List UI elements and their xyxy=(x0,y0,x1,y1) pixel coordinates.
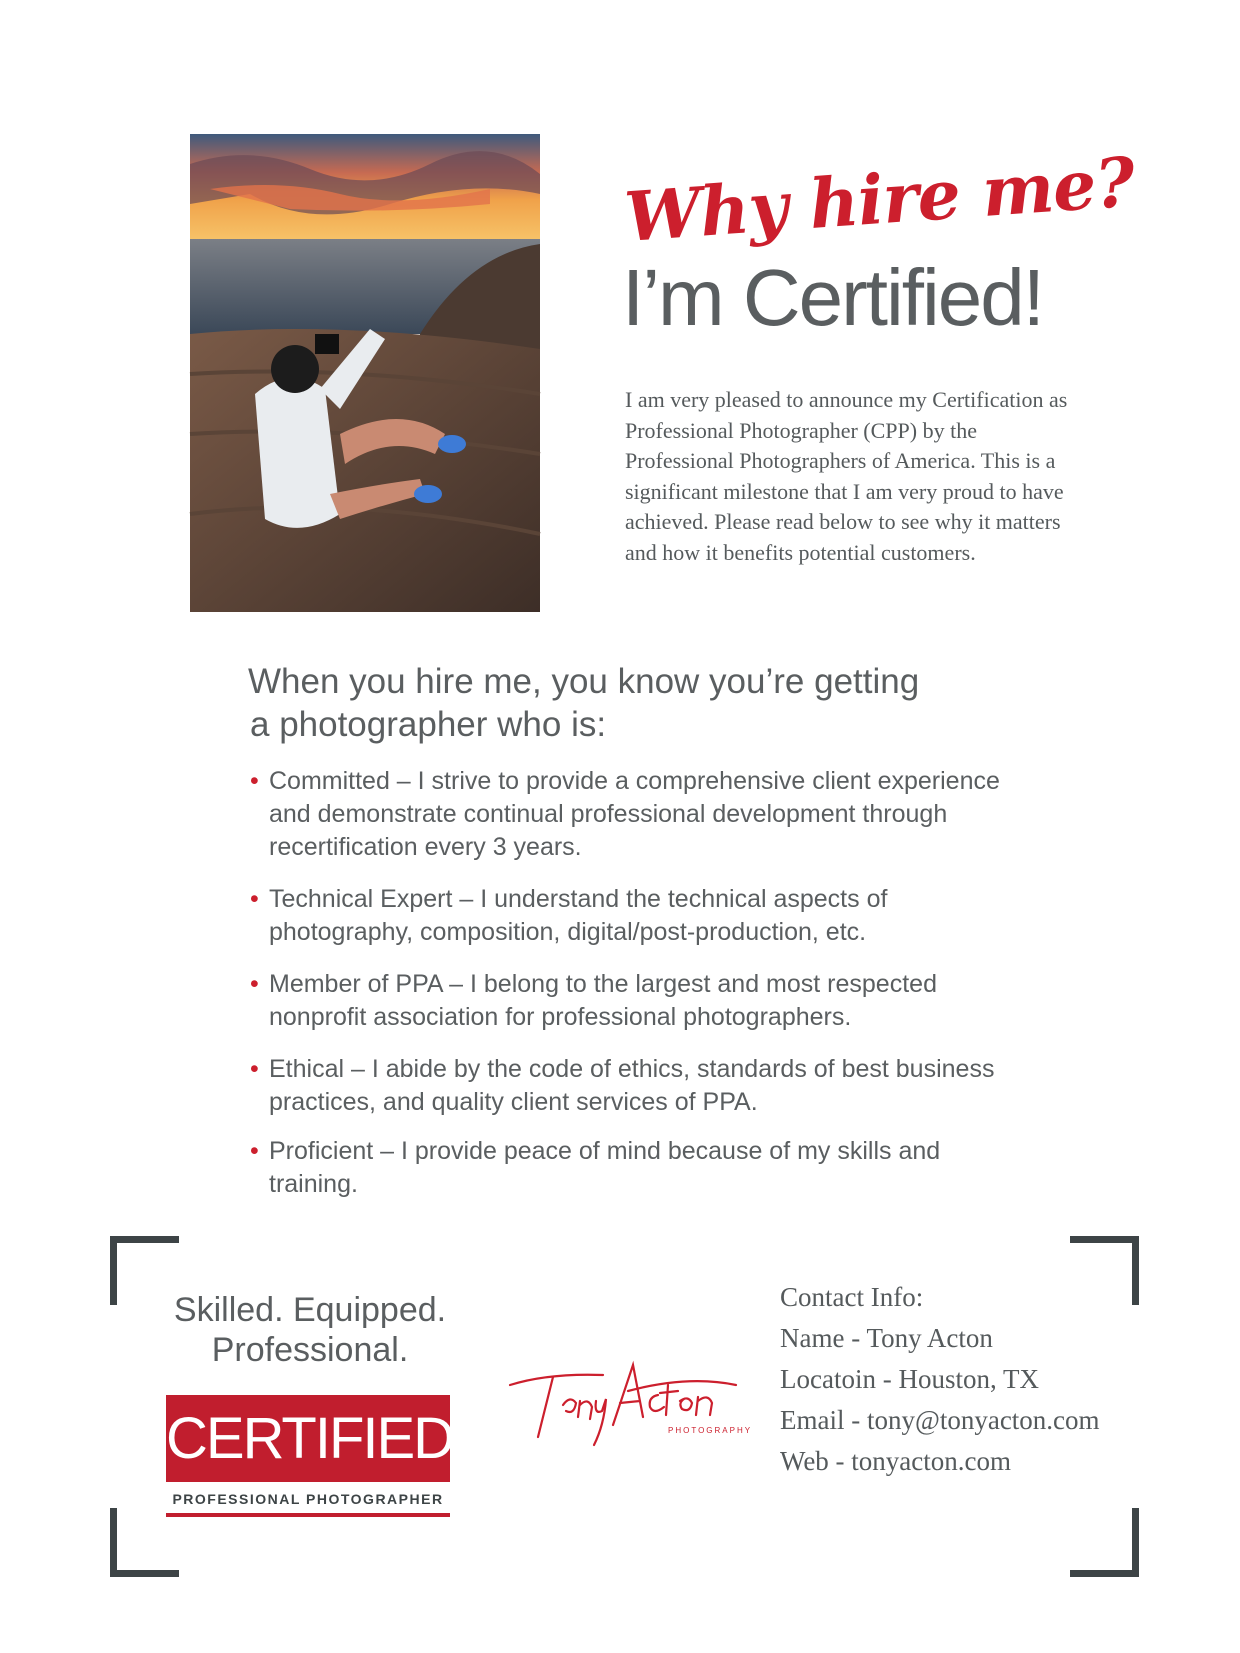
hire-heading-line2: a photographer who is: xyxy=(250,705,607,744)
bullet-icon: • xyxy=(250,1137,259,1165)
contact-block xyxy=(780,1277,1100,1482)
list-item: • Technical Expert – I understand the technical aspects of photography, composition, digital/post-production, etc. xyxy=(250,885,888,946)
contact-web[interactable]: Web - tonyacton.com xyxy=(780,1446,1012,1476)
im-certified-heading: I’m Certified! xyxy=(622,253,1043,342)
why-hire-me-heading: Why hire me? xyxy=(622,142,1137,258)
tagline-line2: Professional. xyxy=(211,1331,409,1369)
contact-email[interactable]: Email - tony@tonyacton.com xyxy=(780,1405,1100,1435)
list-item: • Member of PPA – I belong to the largest and most respected nonprofit association for professional photographers. xyxy=(250,970,937,1031)
contact-heading: Contact Info: xyxy=(780,1282,924,1312)
contact-location: Locatoin - Houston, TX xyxy=(780,1364,1039,1394)
badge-subtitle: PROFESSIONAL PHOTOGRAPHER xyxy=(166,1482,450,1517)
tony-acton-signature-logo xyxy=(508,1345,753,1455)
logo-sub-text: PHOTOGRAPHY xyxy=(668,1426,753,1435)
badge-title: CERTIFIED xyxy=(166,1395,450,1482)
certified-badge xyxy=(166,1395,454,1517)
list-item: • Ethical – I abide by the code of ethics, standards of best business practices, and quality client services of PPA. xyxy=(250,1055,995,1116)
hire-heading-line1: When you hire me, you know you’re getting xyxy=(248,662,920,701)
contact-name: Name - Tony Acton xyxy=(780,1323,993,1353)
photographer-at-sunset-photo xyxy=(190,134,540,612)
intro-paragraph: I am very pleased to announce my Certification as Professional Photographer (CPP) by the Professional Photographers of America. This is a significant milestone that I am very proud to have achieved. Please read below to see why it matters and how it benefits potential customers. xyxy=(625,387,1068,565)
hire-heading xyxy=(248,660,1008,746)
bullet-icon: • xyxy=(250,1055,259,1083)
frame-corner-bottom-right xyxy=(1070,1508,1139,1577)
tagline-line1: Skilled. Equipped. xyxy=(173,1291,447,1329)
list-item: • Proficient – I provide peace of mind because of my skills and training. xyxy=(250,1137,941,1198)
frame-corner-bottom-left xyxy=(110,1508,179,1577)
bullet-icon: • xyxy=(250,885,259,913)
qualities-list xyxy=(250,765,1010,1201)
bullet-icon: • xyxy=(250,970,259,998)
bullet-icon: • xyxy=(250,767,259,795)
tagline xyxy=(150,1290,470,1370)
list-item: • Committed – I strive to provide a comprehensive client experience and demonstrate continual professional development through recertification every 3 years. xyxy=(250,767,1000,861)
